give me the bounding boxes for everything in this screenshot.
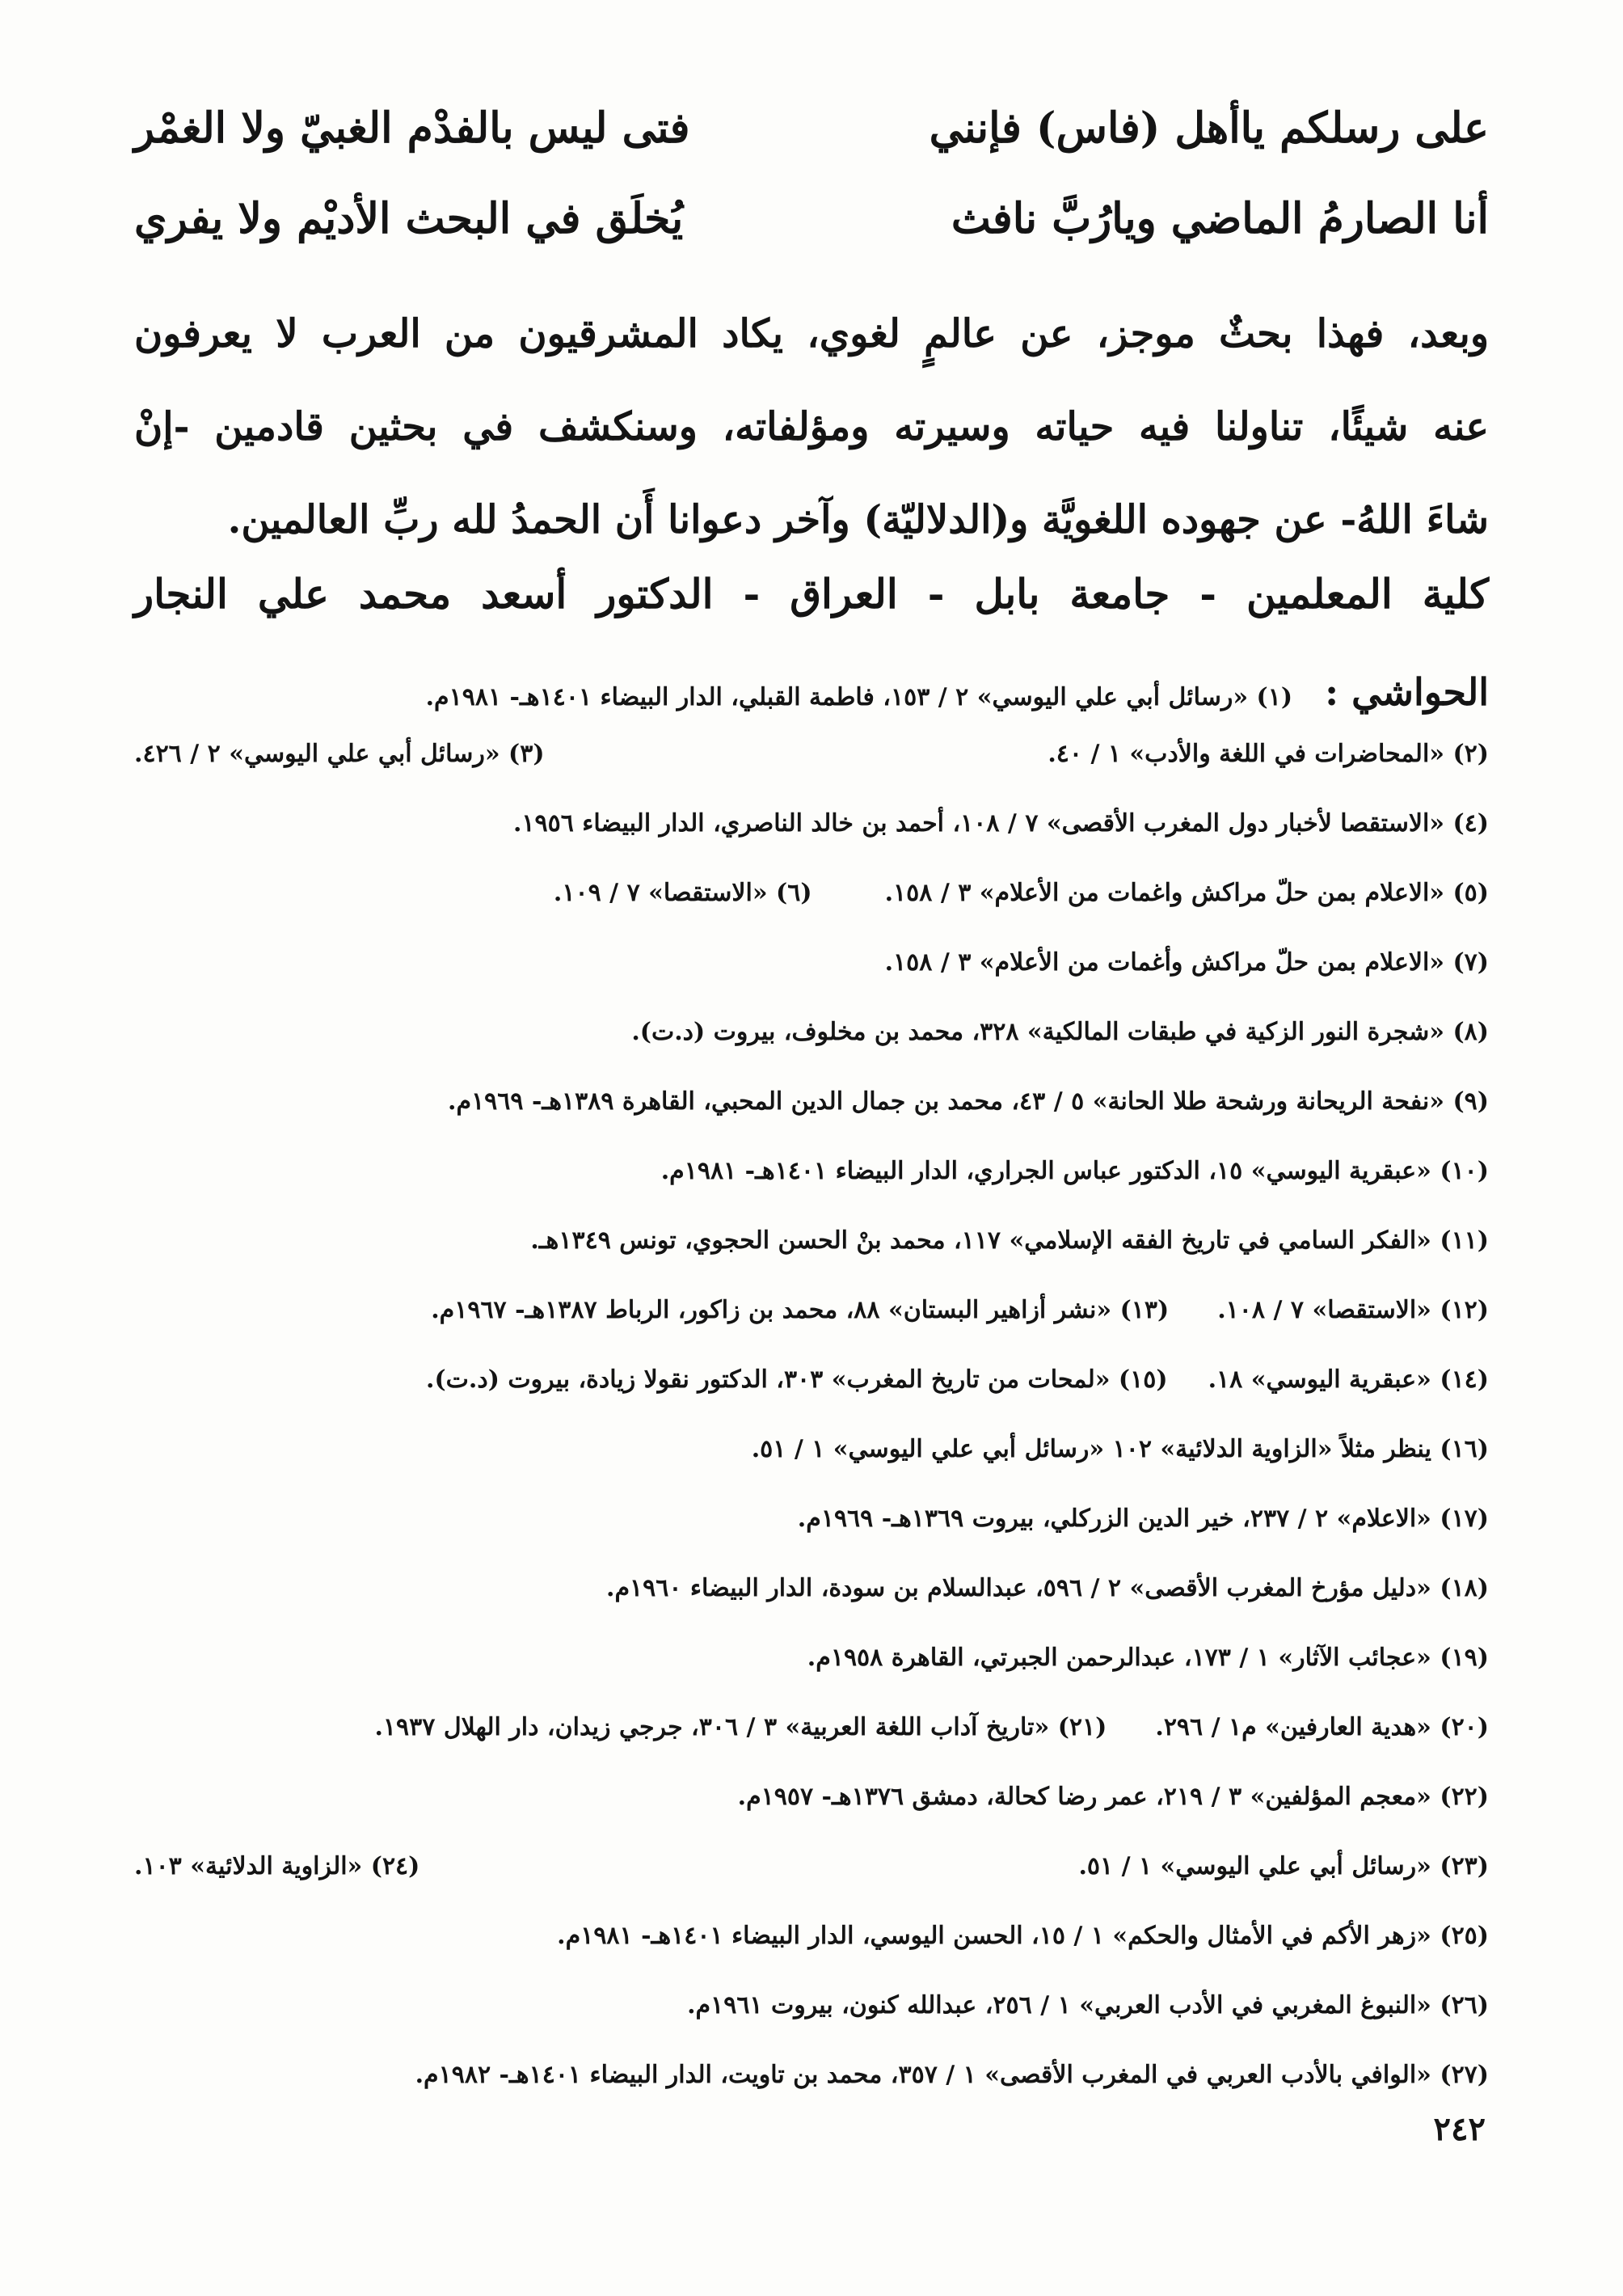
footnote: (٢٧) «الوافي بالأدب العربي في المغرب الأقصى» ١ / ٣٥٧، محمد بن تاويت، الدار البيضاء ١٤٠١هـ- ١٩٨٢م. <box>415 2061 1489 2089</box>
footnote-line <box>134 1644 1489 1713</box>
footnote: (١١) «الفكر السامي في تاريخ الفقه الإسلامي» ١١٧، محمد بنْ الحسن الحجوي، تونس ١٣٤٩هـ. <box>530 1226 1489 1255</box>
footnote-line <box>134 1991 1489 2061</box>
footnote-line <box>134 1226 1489 1296</box>
footnote-row <box>134 670 1489 740</box>
footnote: (١٧) «الاعلام» ٢ / ٢٣٧، خير الدين الزركلي، بيروت ١٣٦٩هـ- ١٩٦٩م. <box>797 1505 1489 1533</box>
footnote: (٢) «المحاضرات في اللغة والأدب» ١ / ٤٠. <box>1048 740 1489 768</box>
footnote-line <box>134 1087 1489 1157</box>
verse-second-hemistich: فتى ليس بالفدْم الغبيّ ولا الغمْر <box>134 103 690 153</box>
closing-paragraph <box>134 288 1489 567</box>
footnote: (١٣) «نشر أزاهير البستان» ٨٨، محمد بن زاكور، الرباط ١٣٨٧هـ- ١٩٦٧م. <box>431 1296 1170 1324</box>
footnote: (٩) «نفحة الريحانة ورشحة طلا الحانة» ٥ / ٤٣، محمد بن جمال الدين المحبي، القاهرة ١٣٨٩هـ- ١٩٦٩م. <box>448 1087 1489 1116</box>
poem-verse <box>134 103 1489 194</box>
page-content <box>134 103 1489 2130</box>
paragraph-line: عنه شيئًا، تناولنا فيه حياته وسيرته ومؤلفاته، وسنكشف في بحثين قادمين -إنْ <box>134 404 1490 449</box>
footnote-line <box>134 1852 1489 1922</box>
footnote: (٧) «الاعلام بمن حلّ مراكش وأغمات من الأعلام» ٣ / ١٥٨. <box>884 948 1489 977</box>
footnote-line <box>134 1713 1489 1783</box>
footnote-line <box>134 683 1292 711</box>
footnote-line <box>134 1018 1489 1087</box>
footnote: (٢٢) «معجم المؤلفين» ٣ / ٢١٩، عمر رضا كحالة، دمشق ١٣٧٦هـ- ١٩٥٧م. <box>737 1783 1489 1811</box>
footnote-line <box>134 740 1489 809</box>
footnote: (٣) «رسائل أبي علي اليوسي» ٢ / ٤٢٦. <box>134 740 545 768</box>
footnote: (٨) «شجرة النور الزكية في طبقات المالكية» ٣٢٨، محمد بن مخلوف، بيروت (د.ت). <box>631 1018 1489 1046</box>
footnote-line <box>134 1296 1489 1365</box>
verse-first-hemistich: أنا الصارمُ الماضي ويارُبَّ نافث <box>951 194 1489 243</box>
footnote: (٢١) «تاريخ آداب اللغة العربية» ٣ / ٣٠٦، جرجي زيدان، دار الهلال ١٩٣٧. <box>374 1713 1107 1741</box>
paragraph-line: شاءَ اللهُ- عن جهوده اللغويَّة و(الدلاليّة) وآخر دعوانا أَن الحمدُ لله ربِّ العالمين. <box>227 497 1489 542</box>
poem <box>134 103 1489 285</box>
footnote-line <box>134 1783 1489 1852</box>
footnote: (١٢) «الاستقصا» ٧ / ١٠٨. <box>1217 1296 1489 1324</box>
footnote-line <box>134 1435 1489 1505</box>
footnote-line <box>134 1365 1489 1435</box>
page-number: ٢٤٢ <box>1433 2110 1486 2148</box>
footnote: (٥) «الاعلام بمن حلّ مراكش واغمات من الأعلام» ٣ / ١٥٨. <box>884 879 1489 907</box>
footnote-line <box>134 809 1489 879</box>
footnote: (١٩) «عجائب الآثار» ١ / ١٧٣، عبدالرحمن الجبرتي، القاهرة ١٩٥٨م. <box>807 1644 1489 1672</box>
footnote: (١٥) «لمحات من تاريخ المغرب» ٣٠٣، الدكتور نقولا زيادة، بيروت (د.ت). <box>426 1365 1168 1394</box>
verse-first-hemistich: على رسلكم ياأهل (فاس) فإنني <box>929 103 1489 153</box>
footnote-line <box>134 1574 1489 1644</box>
footnote-line <box>134 948 1489 1018</box>
footnote: (١٨) «دليل مؤرخ المغرب الأقصى» ٢ / ٥٩٦، عبدالسلام بن سودة، الدار البيضاء ١٩٦٠م. <box>606 1574 1489 1602</box>
footnote: (١) «رسائل أبي علي اليوسي» ٢ / ١٥٣، فاطمة القبلي، الدار البيضاء ١٤٠١هـ- ١٩٨١م. <box>425 683 1293 711</box>
footnote: (٤) «الاستقصا لأخبار دول المغرب الأقصى» ٧ / ١٠٨، أحمد بن خالد الناصري، الدار البيضاء ١٩٥٦. <box>512 809 1489 838</box>
footnote-line <box>134 1922 1489 1991</box>
footnote: (٢٠) «هدية العارفين» م١ / ٢٩٦. <box>1155 1713 1489 1741</box>
author-signature: كلية المعلمين - جامعة بابل - العراق - الدكتور أسعد محمد علي النجار <box>134 570 1489 618</box>
verse-second-hemistich: يُخلَق في البحث الأديْم ولا يفري <box>134 194 684 243</box>
footnote: (١٠) «عبقرية اليوسي» ١٥، الدكتور عباس الجراري، الدار البيضاء ١٤٠١هـ- ١٩٨١م. <box>660 1157 1489 1185</box>
footnotes <box>134 670 1489 2130</box>
footnote: (١٤) «عبقرية اليوسي» ١٨. <box>1208 1365 1489 1394</box>
poem-verse <box>134 194 1489 285</box>
footnote: (٢٣) «رسائل أبي علي اليوسي» ١ / ٥١. <box>1078 1852 1489 1880</box>
footnote: (٢٦) «النبوغ المغربي في الأدب العربي» ١ / ٢٥٦، عبدالله كنون، بيروت ١٩٦١م. <box>687 1991 1489 2020</box>
footnote: (٦) «الاستقصا» ٧ / ١٠٩. <box>553 879 812 907</box>
footnote-line <box>134 1157 1489 1226</box>
footnote-line <box>134 2061 1489 2130</box>
footnote-line <box>134 1505 1489 1574</box>
footnote: (٢٥) «زهر الأكم في الأمثال والحكم» ١ / ١٥، الحسن اليوسي، الدار البيضاء ١٤٠١هـ- ١٩٨١م. <box>557 1922 1489 1950</box>
footnote: (١٦) ينظر مثلاً «الزاوية الدلائية» ١٠٢ «رسائل أبي علي اليوسي» ١ / ٥١. <box>751 1435 1489 1463</box>
footnote: (٢٤) «الزاوية الدلائية» ١٠٣. <box>134 1852 420 1880</box>
footnotes-heading: الحواشي : <box>1325 670 1489 714</box>
paragraph-line: وبعد، فهذا بحثٌ موجز، عن عالمٍ لغوي، يكاد المشرقيون من العرب لا يعرفون <box>134 311 1489 357</box>
footnote-line <box>134 879 1489 948</box>
